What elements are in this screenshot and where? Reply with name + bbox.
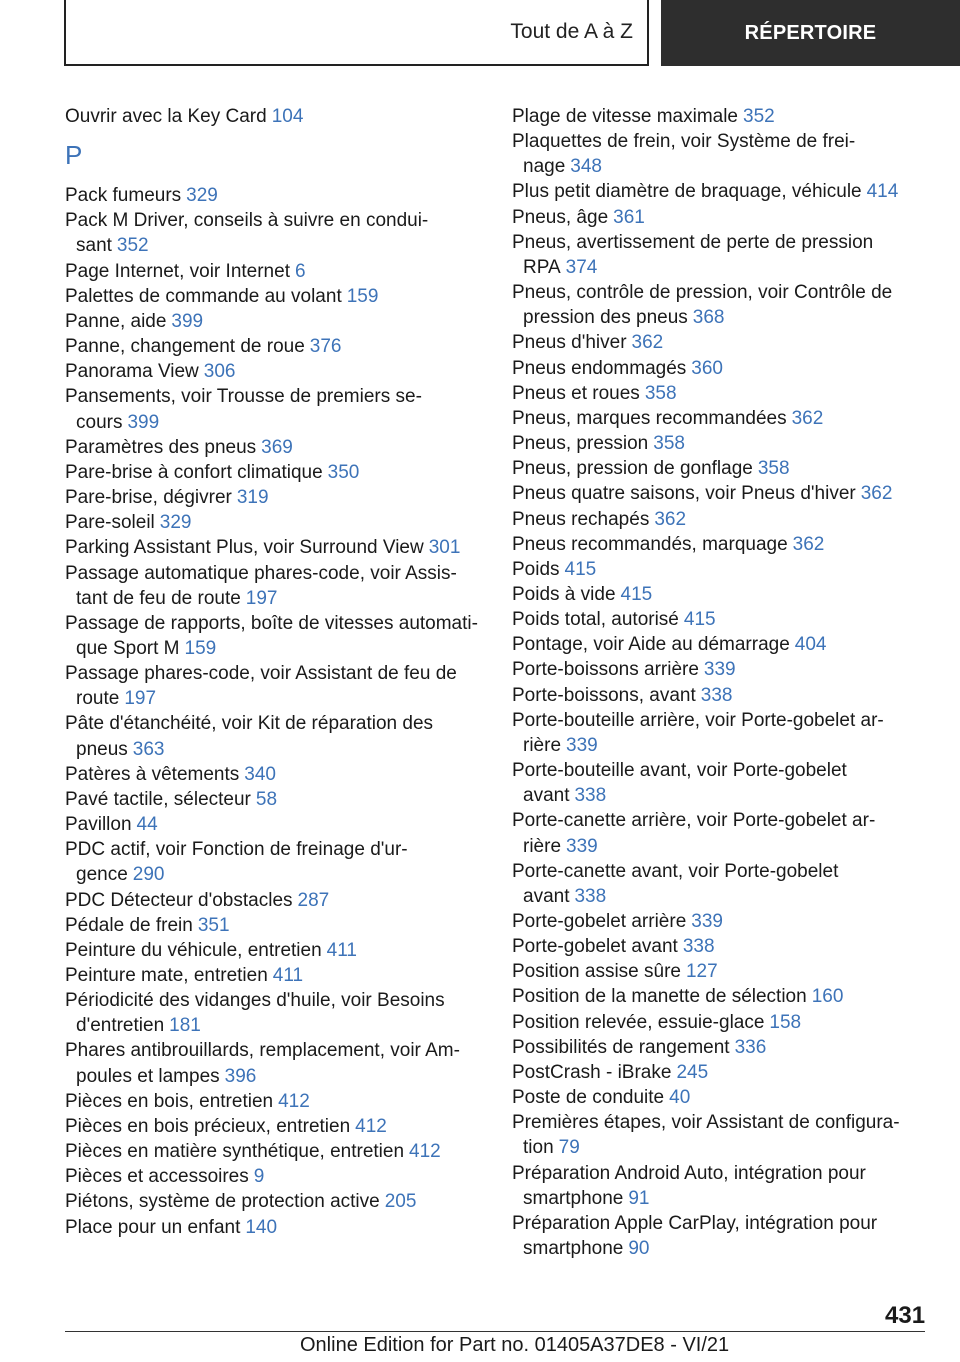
- index-entry: Place pour un enfant 140: [65, 1216, 278, 1238]
- page-link[interactable]: 9: [253, 1166, 265, 1188]
- index-entry: Ouvrir avec la Key Card 104: [65, 106, 304, 127]
- index-entry: Pare-soleil 329: [65, 512, 192, 534]
- index-entry: Pavillon 44: [65, 814, 158, 836]
- page-link[interactable]: 396: [224, 1065, 257, 1087]
- index-entry: Passage phares-code, voir Assistant de feu de route 197: [65, 663, 457, 710]
- index-entry: Premières étapes, voir Assistant de configura- tion 79: [512, 1112, 900, 1159]
- page-link[interactable]: 412: [409, 1141, 441, 1163]
- page-link[interactable]: 352: [116, 235, 149, 257]
- page-link[interactable]: 44: [136, 814, 158, 836]
- page-link[interactable]: 360: [691, 357, 723, 379]
- index-entry: Périodicité des vidanges d'huile, voir Besoins d'entretien 181: [65, 990, 445, 1037]
- page-link[interactable]: 358: [757, 458, 790, 480]
- page-link[interactable]: 159: [184, 637, 217, 659]
- index-entry: Pneus, marques recommandées 362: [512, 407, 824, 429]
- page-link[interactable]: 79: [558, 1137, 580, 1159]
- index-entry: Pneus, pression 358: [512, 433, 685, 455]
- page-link[interactable]: 339: [566, 835, 598, 857]
- page-link[interactable]: 338: [574, 885, 607, 907]
- page-number: 431: [885, 1302, 926, 1329]
- index-entry: Phares antibrouillards, remplacement, voir Am- poules et lampes 396: [65, 1040, 460, 1087]
- page-link[interactable]: 415: [564, 558, 597, 580]
- index-entry: Panorama View 306: [65, 361, 236, 383]
- index-entry: Pièces et accessoires 9: [65, 1166, 265, 1188]
- index-entry: Pédale de frein 351: [65, 914, 230, 936]
- index-entry: Pneus d'hiver 362: [512, 332, 664, 354]
- page-link[interactable]: 350: [327, 461, 360, 483]
- index-entry: Préparation Apple CarPlay, intégration pour smartphone 90: [512, 1212, 878, 1260]
- index-entry: Porte-bouteille avant, voir Porte-gobelet avant 338: [512, 760, 847, 807]
- tab-tout-de-a-a-z[interactable]: Tout de A à Z: [64, 0, 649, 66]
- page-link[interactable]: 287: [297, 889, 330, 911]
- index-entry: Pneus, avertissement de perte de pression RPA 374: [512, 231, 874, 278]
- index-column-right: [512, 104, 912, 1261]
- page-link[interactable]: 411: [326, 939, 357, 961]
- index-entry: Patères à vêtements 340: [65, 763, 276, 785]
- page-link[interactable]: 399: [127, 411, 160, 433]
- page-link[interactable]: 290: [132, 864, 165, 886]
- index-entry: Poste de conduite 40: [512, 1087, 691, 1109]
- page-link[interactable]: 358: [644, 382, 677, 404]
- index-entry: Plage de vitesse maximale 352: [512, 106, 775, 127]
- index-entry: Panne, aide 399: [65, 310, 204, 332]
- index-entry: Peinture mate, entretien 411: [65, 965, 304, 986]
- page-link[interactable]: 40: [669, 1087, 691, 1109]
- index-entry: Porte-boissons, avant 338: [512, 684, 733, 706]
- page-link[interactable]: 58: [255, 788, 278, 810]
- index-entry: Piétons, système de protection active 205: [65, 1191, 417, 1213]
- index-entry: Pâte d'étanchéité, voir Kit de réparation des pneus 363: [65, 713, 434, 760]
- index-entry: Pneus recommandés, marquage 362: [512, 533, 825, 555]
- page-link[interactable]: 411: [272, 965, 304, 986]
- page-link[interactable]: 374: [565, 256, 598, 278]
- index-entry: Poids total, autorisé 415: [512, 609, 716, 631]
- header-tabs: [64, 0, 960, 66]
- index-entry: Porte-bouteille arrière, voir Porte-gobelet ar- rière 339: [512, 709, 884, 756]
- page-link[interactable]: 160: [811, 986, 844, 1008]
- page-link[interactable]: 358: [653, 433, 685, 455]
- page-link[interactable]: 91: [628, 1187, 650, 1209]
- page-link[interactable]: 339: [566, 734, 598, 756]
- page-link[interactable]: 339: [703, 659, 736, 681]
- index-entry: Porte-gobelet avant 338: [512, 936, 715, 958]
- page-link[interactable]: 415: [620, 583, 653, 605]
- page-link[interactable]: 362: [791, 407, 824, 429]
- index-entry: Pneus, pression de gonflage 358: [512, 458, 790, 480]
- index-entry: Plus petit diamètre de braquage, véhicule 414: [512, 181, 899, 203]
- page-link[interactable]: 329: [159, 512, 192, 534]
- page-link[interactable]: 368: [692, 307, 725, 329]
- page-link[interactable]: 140: [245, 1216, 278, 1238]
- footer-divider: [65, 1331, 925, 1332]
- page-link[interactable]: 245: [676, 1061, 709, 1083]
- index-entry: Pièces en matière synthétique, entretien 412: [65, 1141, 441, 1163]
- index-entry: Peinture du véhicule, entretien 411: [65, 939, 357, 961]
- page-link[interactable]: 369: [261, 436, 293, 458]
- page-link[interactable]: 376: [309, 336, 342, 358]
- index-entry: Pavé tactile, sélecteur 58: [65, 788, 278, 810]
- page-link[interactable]: 158: [769, 1011, 802, 1033]
- index-entry: Pontage, voir Aide au démarrage 404: [512, 634, 827, 656]
- index-entry: Porte-boissons arrière 339: [512, 659, 736, 681]
- page-link[interactable]: 362: [792, 533, 825, 555]
- page-link[interactable]: 412: [355, 1115, 387, 1137]
- index-entry: Pack M Driver, conseils à suivre en condui- sant 352: [65, 210, 429, 257]
- page-link[interactable]: 306: [203, 361, 236, 383]
- page-link[interactable]: 197: [124, 688, 157, 710]
- page-link[interactable]: 329: [186, 185, 218, 207]
- index-entry: Porte-gobelet arrière 339: [512, 911, 723, 932]
- index-entry: Pack fumeurs 329: [65, 185, 218, 207]
- page-link[interactable]: 336: [734, 1036, 767, 1058]
- index-entry: Passage automatique phares-code, voir Assis- tant de feu de route 197: [65, 562, 457, 609]
- page-link[interactable]: 399: [171, 310, 204, 332]
- page-link[interactable]: 362: [631, 332, 664, 354]
- page-link[interactable]: 205: [384, 1191, 417, 1213]
- index-entry: Pare-brise à confort climatique 350: [65, 461, 360, 483]
- index-entry: PDC actif, voir Fonction de freinage d'ur- gence 290: [65, 839, 408, 886]
- index-entry: Pare-brise, dégivrer 319: [65, 487, 269, 509]
- index-entry: Position relevée, essuie-glace 158: [512, 1011, 802, 1033]
- index-entry: Pièces en bois, entretien 412: [65, 1090, 310, 1112]
- page-link[interactable]: 362: [860, 483, 893, 505]
- page-link[interactable]: 351: [197, 914, 230, 936]
- page-link[interactable]: 412: [278, 1090, 310, 1112]
- page-link[interactable]: 338: [682, 936, 715, 958]
- index-entry: Pièces en bois précieux, entretien 412: [65, 1115, 387, 1137]
- index-entry: Position de la manette de sélection 160: [512, 986, 844, 1008]
- page-link[interactable]: 340: [244, 763, 276, 785]
- index-entry: Pneus, contrôle de pression, voir Contrôle de pression des pneus 368: [512, 282, 893, 329]
- tab-repertoire[interactable]: RÉPERTOIRE: [661, 0, 960, 66]
- index-entry: Pneus endommagés 360: [512, 357, 723, 379]
- page-link[interactable]: 415: [683, 609, 716, 631]
- page-link[interactable]: 414: [866, 181, 899, 203]
- page-link[interactable]: 301: [428, 537, 461, 559]
- index-entry: Plaquettes de frein, voir Système de frei- nage 348: [512, 131, 856, 178]
- index-entry: Palettes de commande au volant 159: [65, 285, 379, 307]
- index-entry: Pneus rechapés 362: [512, 508, 687, 530]
- index-entry: Passage de rapports, boîte de vitesses automati- que Sport M 159: [65, 612, 478, 659]
- index-entry: Porte-canette arrière, voir Porte-gobelet ar- rière 339: [512, 810, 876, 857]
- index-entry: Pneus et roues 358: [512, 382, 677, 404]
- page-link[interactable]: 362: [654, 508, 687, 530]
- index-entry: Paramètres des pneus 369: [65, 436, 293, 458]
- index-entry: Préparation Android Auto, intégration pour smartphone 91: [512, 1162, 866, 1209]
- index-entry: Poids à vide 415: [512, 583, 653, 605]
- index-entry: Pansements, voir Trousse de premiers se- cours 399: [65, 386, 422, 433]
- page-link[interactable]: 319: [236, 487, 269, 509]
- index-entry: Panne, changement de roue 376: [65, 336, 342, 358]
- page-link[interactable]: 404: [794, 634, 827, 656]
- page-link[interactable]: 363: [132, 738, 165, 760]
- index-entry: Porte-canette avant, voir Porte-gobelet avant 338: [512, 860, 839, 907]
- section-letter: P: [65, 140, 83, 171]
- page-link[interactable]: 352: [743, 106, 775, 127]
- page-link[interactable]: 361: [613, 206, 645, 228]
- page-link[interactable]: 339: [691, 911, 723, 932]
- index-entry: Page Internet, voir Internet 6: [65, 260, 306, 282]
- index-entry: Parking Assistant Plus, voir Surround View 301: [65, 537, 461, 559]
- page-link[interactable]: 127: [685, 961, 718, 983]
- index-entry: Possibilités de rangement 336: [512, 1036, 767, 1058]
- page-link[interactable]: 104: [271, 106, 304, 127]
- index-entry: PDC Détecteur d'obstacles 287: [65, 889, 330, 911]
- page-link[interactable]: 6: [294, 260, 306, 282]
- index-entry: Poids 415: [512, 558, 597, 580]
- page-link[interactable]: 338: [700, 684, 733, 706]
- index-entry: Pneus quatre saisons, voir Pneus d'hiver 362: [512, 483, 893, 505]
- page-link[interactable]: 338: [574, 785, 607, 807]
- index-entry: Pneus, âge 361: [512, 206, 645, 228]
- page-link[interactable]: 197: [245, 587, 278, 609]
- footer-edition: Online Edition for Part no. 01405A37DE8 - VI/21: [300, 1334, 730, 1356]
- page-link[interactable]: 348: [570, 156, 602, 178]
- index-column-left: [65, 104, 485, 1240]
- index-entry: Position assise sûre 127: [512, 961, 718, 983]
- page-link[interactable]: 181: [169, 1015, 201, 1037]
- page-link[interactable]: 159: [346, 285, 379, 307]
- page-link[interactable]: 90: [628, 1238, 650, 1260]
- index-entry: PostCrash - iBrake 245: [512, 1061, 709, 1083]
